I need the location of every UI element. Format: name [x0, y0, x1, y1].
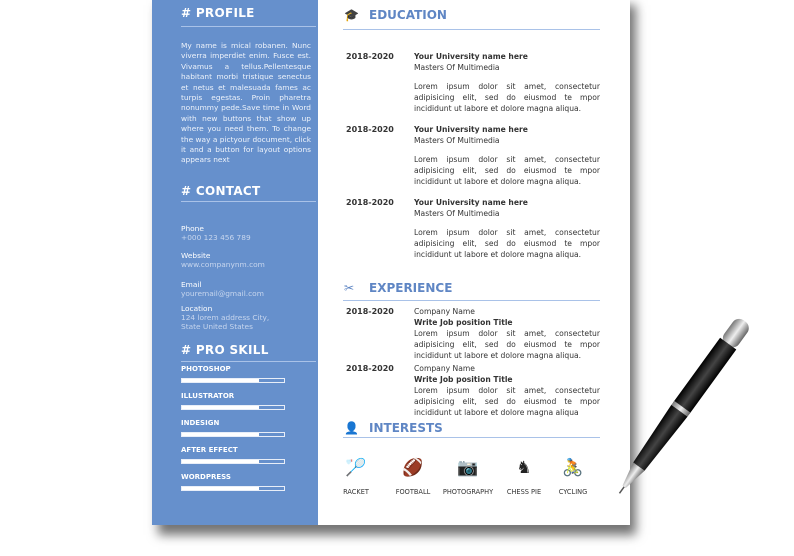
contact-heading: # CONTACT	[181, 184, 261, 198]
contact-website: Website www.companynm.com	[181, 251, 265, 269]
divider	[181, 361, 316, 362]
education-entry: Your University name here Masters Of Multimedia Lorem ipsum dolor sit amet, consectetur adipisicing elit, sed do eiusmod te mpor incididunt ut labore et dolore magna aliqua.	[414, 198, 600, 259]
interests-heading: INTERESTS	[369, 421, 443, 435]
divider	[343, 29, 600, 30]
divider	[343, 300, 600, 301]
education-years: 2018-2020	[346, 198, 394, 207]
camera-icon: 📷	[457, 458, 479, 478]
interest-label: RACKET	[343, 488, 369, 496]
experience-entry: Company Name Write Job position Title Lorem ipsum dolor sit amet, consectetur adipisicing elit, sed do eiusmod te mpor incididunt ut labore et dolore magna aliqua.	[414, 307, 600, 360]
chess-knight-icon: ♞	[516, 458, 532, 478]
interest-label: PHOTOGRAPHY	[442, 488, 494, 496]
skill-label: AFTER EFFECT	[181, 446, 238, 454]
divider	[181, 201, 316, 202]
skill-label: INDESIGN	[181, 419, 220, 427]
contact-location: Location 124 lorem address City, State United States	[181, 304, 270, 331]
education-years: 2018-2020	[346, 52, 394, 61]
interest-label: FOOTBALL	[395, 488, 431, 496]
pen-illustration	[590, 295, 770, 525]
interest-label: CYCLING	[558, 488, 588, 496]
experience-years: 2018-2020	[346, 307, 394, 316]
skill-bar	[181, 432, 285, 437]
skill-bar	[181, 459, 285, 464]
profile-heading: # PROFILE	[181, 6, 255, 20]
education-entry: Your University name here Masters Of Multimedia Lorem ipsum dolor sit amet, consectetur adipisicing elit, sed do eiusmod te mpor incididunt ut labore et dolore magna aliqua.	[414, 125, 600, 186]
contact-phone: Phone +000 123 456 789	[181, 224, 251, 242]
skill-bar	[181, 378, 285, 383]
interest-label: CHESS PIE	[506, 488, 542, 496]
divider	[343, 437, 600, 438]
education-heading: EDUCATION	[369, 8, 447, 22]
resume-sidebar	[152, 0, 318, 525]
graduation-cap-icon: 🎓	[344, 8, 359, 22]
divider	[181, 26, 316, 27]
experience-entry: Company Name Write Job position Title Lorem ipsum dolor sit amet, consectetur adipisicing elit, sed do eiusmod te mpor incididunt ut labore et dolore magna aliqua	[414, 364, 600, 417]
person-icon: 👤	[344, 421, 359, 435]
shuttlecock-icon: 🏸	[345, 458, 367, 478]
skill-bar	[181, 405, 285, 410]
experience-years: 2018-2020	[346, 364, 394, 373]
education-entry: Your University name here Masters Of Multimedia Lorem ipsum dolor sit amet, consectetur adipisicing elit, sed do eiusmod te mpor incididunt ut labore et dolore magna aliqua.	[414, 52, 600, 113]
skill-label: WORDPRESS	[181, 473, 231, 481]
skill-bar	[181, 486, 285, 491]
tools-icon: ✂	[344, 281, 355, 295]
skill-label: ILLUSTRATOR	[181, 392, 235, 400]
skill-label: PHOTOSHOP	[181, 365, 231, 373]
experience-heading: EXPERIENCE	[369, 281, 453, 295]
skills-heading: # PRO SKILL	[181, 343, 269, 357]
football-icon: 🏈	[402, 458, 424, 478]
profile-text: My name is mical robanen. Nunc viverra imperdiet enim. Fusce est. Vivamus a tellus.Pellentesque habitant morbi tristique senectus et netus et malesuada fames ac turpis egestas. Proin pharetra nonummy pede.Save time in Word with new buttons that show up where you need them. To change the way a pictyour document, click it and a button for layout options appears next	[181, 41, 311, 165]
contact-email: Email youremail@gmail.com	[181, 280, 264, 298]
education-years: 2018-2020	[346, 125, 394, 134]
cyclist-icon: 🚴	[562, 458, 584, 478]
